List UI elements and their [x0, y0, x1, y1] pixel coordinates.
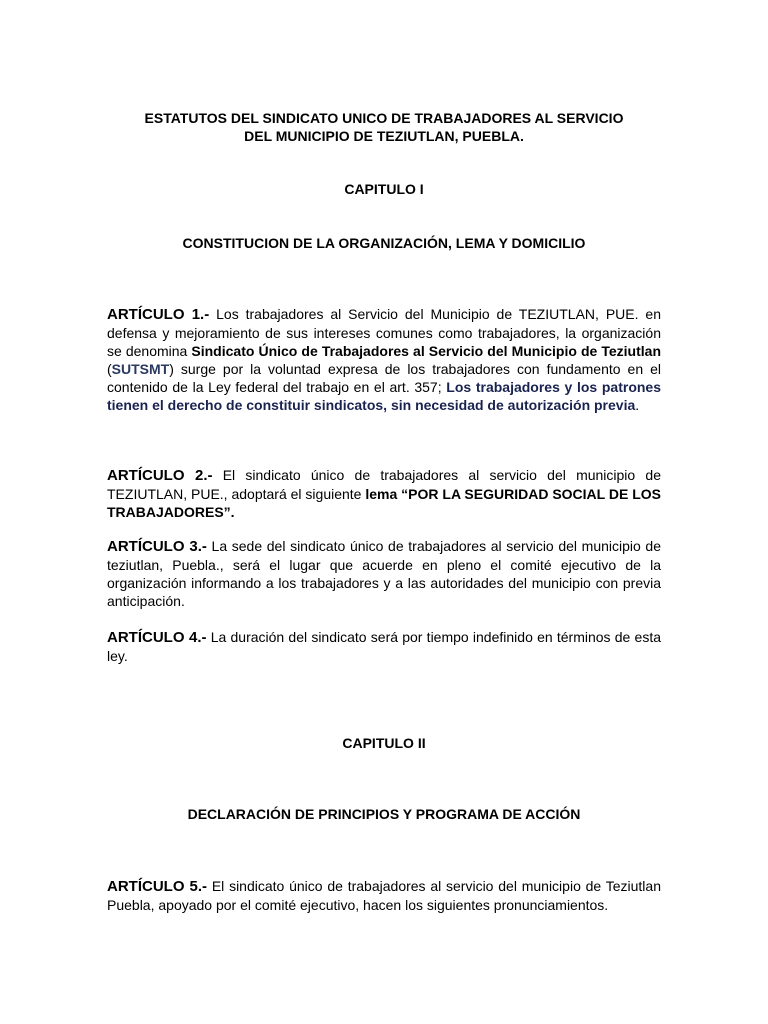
article-1-label: ARTÍCULO 1.-: [107, 306, 210, 323]
article-5: [107, 877, 661, 914]
document-title: [0, 109, 768, 145]
article-4-text: La duración del sindicato será por tiempo indefinido en términos de esta ley.: [107, 629, 661, 664]
chapter-1-subtitle: CONSTITUCION DE LA ORGANIZACIÓN, LEMA Y DOMICILIO: [182, 235, 586, 251]
article-4-label: ARTÍCULO 4.-: [107, 629, 207, 646]
article-1-text: Los trabajadores al Servicio del Municipio de TEZIUTLAN, PUE. en defensa y mejoramiento de sus intereses comunes como trabajadores, la organización se denomina: [107, 306, 661, 359]
article-3-text: La sede del sindicato único de trabajadores al servicio del municipio de teziutlan, Puebla., será el lugar que acuerde en pleno el comité ejecutivo de la organización informando a los trabajadores y a las autoridades del municipio con previa anticipación.: [107, 538, 662, 609]
article-5-label: ARTÍCULO 5.-: [107, 878, 208, 895]
chapter-2-subtitle: DECLARACIÓN DE PRINCIPIOS Y PROGRAMA DE ACCIÓN: [187, 806, 581, 822]
article-1-union-name: Sindicato Único de Trabajadores al Servicio del Municipio de Teziutlan: [191, 343, 661, 359]
chapter-2-heading: CAPITULO II: [342, 735, 426, 751]
document-title-line-1: ESTATUTOS DEL SINDICATO UNICO DE TRABAJADORES AL SERVICIO: [144, 110, 624, 126]
article-2-text: El sindicato único de trabajadores al servicio del municipio de TEZIUTLAN, PUE., adoptará el siguiente: [107, 467, 661, 502]
article-1-text-continued: ) surge por la voluntad expresa de los trabajadores con fundamento en el contenido de la Ley federal del trabajo en el art. 357;: [107, 361, 661, 395]
article-4: [107, 628, 661, 665]
article-2-label: ARTÍCULO 2.-: [107, 467, 213, 484]
article-1-acronym: SUTSMT: [111, 361, 170, 377]
article-5-text: El sindicato único de trabajadores al servicio del municipio de Teziutlan Puebla, apoyado por el comité ejecutivo, hacen los siguientes pronunciamientos.: [107, 878, 661, 913]
article-3-label: ARTÍCULO 3.-: [107, 538, 207, 555]
chapter-1-heading: CAPITULO I: [344, 181, 424, 197]
article-1: [107, 305, 661, 414]
article-3: [107, 537, 661, 610]
document-title-line-2: DEL MUNICIPIO DE TEZIUTLAN, PUEBLA.: [244, 128, 524, 144]
article-2-motto: lema “POR LA SEGURIDAD SOCIAL DE LOS TRABAJADORES”.: [107, 486, 661, 520]
article-2: [107, 466, 661, 521]
article-1-law-quote: Los trabajadores y los patrones tienen el derecho de constituir sindicatos, sin necesidad de autorización previa: [107, 379, 661, 413]
article-1-end: .: [635, 397, 640, 413]
article-1-paren-open: (: [107, 361, 112, 377]
